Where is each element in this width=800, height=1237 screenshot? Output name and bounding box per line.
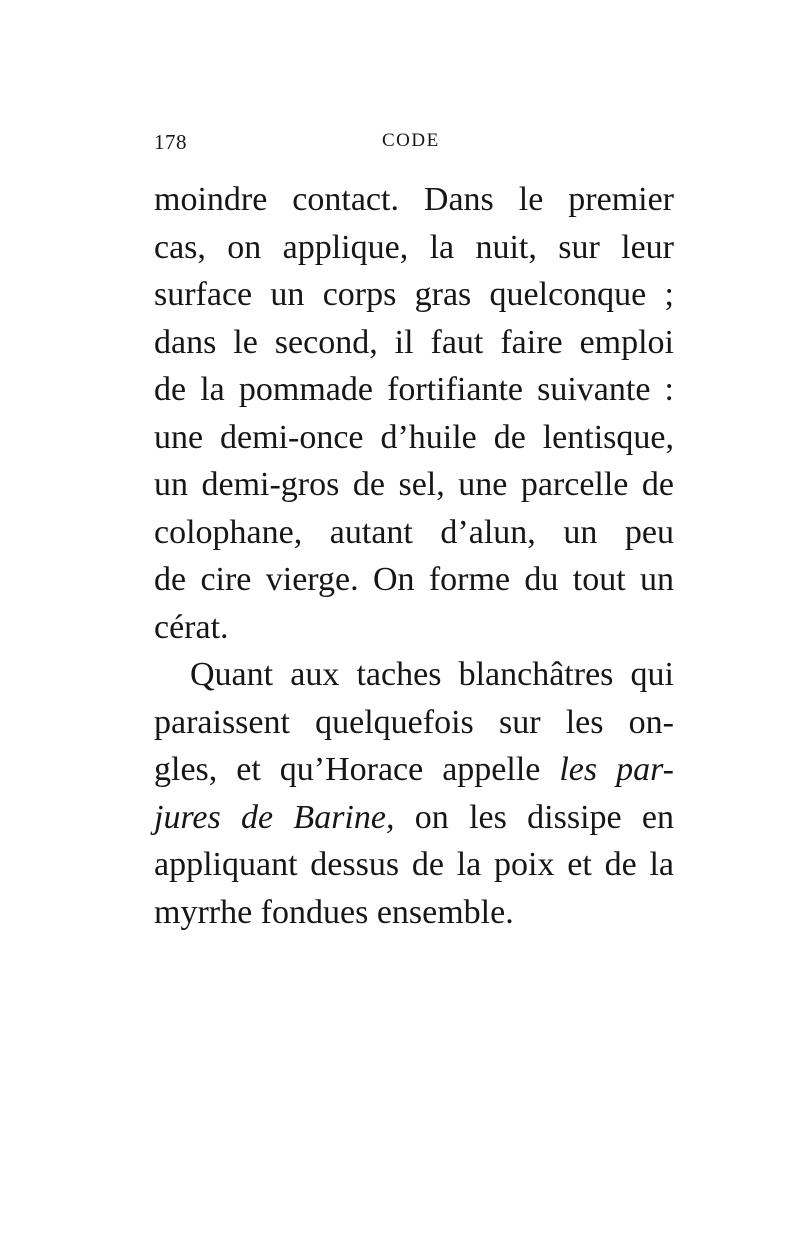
paragraph (154, 651, 674, 936)
page-number: 178 (154, 130, 187, 154)
text-line: surface un corps gras quelconque ; (154, 276, 674, 313)
paragraph (154, 176, 674, 651)
italic-text: jures de Barine, (154, 798, 395, 836)
running-head: CODE (382, 130, 440, 151)
body-text (154, 176, 674, 936)
text-line: cas, on applique, la nuit, sur leur (154, 228, 674, 266)
text-run: on les dissipe en (394, 798, 674, 836)
text-line: une demi-once d’huile de lentisque, (154, 418, 674, 456)
text-line: colophane, autant d’alun, un peu (154, 513, 674, 551)
text-line: Quant aux taches blanchâtres qui (190, 656, 674, 693)
text-line: paraissent quelquefois sur les on- (154, 703, 674, 741)
text-line: un demi-gros de sel, une parcelle de (154, 466, 674, 503)
text-line (154, 794, 674, 842)
text-run: gles, et qu’Horace appelle (154, 751, 560, 788)
text-line: dans le second, il faut faire emploi (154, 323, 674, 361)
text-line: myrrhe fondues ensemble. (154, 893, 514, 931)
page-header (154, 130, 664, 160)
text-line: cérat. (154, 608, 229, 646)
text-line: moindre contact. Dans le premier (154, 181, 674, 218)
text-line (154, 746, 674, 794)
text-line: de la pommade fortifiante suivante : (154, 371, 674, 408)
text-line: de cire vierge. On forme du tout un (154, 561, 674, 598)
italic-text: les par- (559, 751, 674, 788)
text-line: appliquant dessus de la poix et de la (154, 846, 674, 883)
